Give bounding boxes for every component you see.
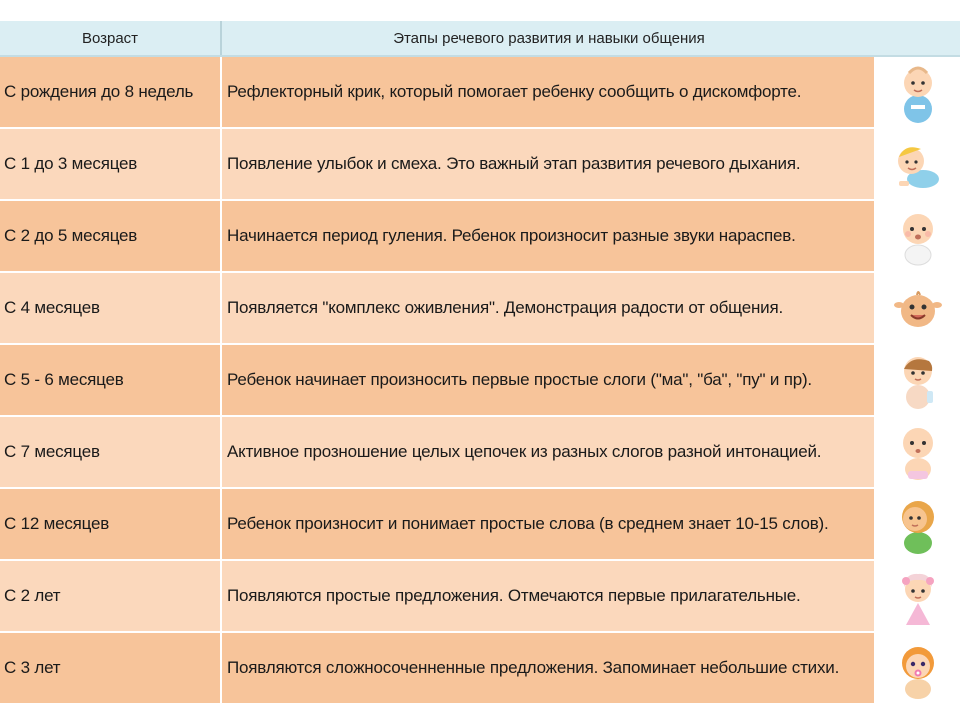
header-image-cell: [876, 21, 960, 55]
age-cell: С 1 до 3 месяцев: [0, 129, 222, 199]
age-cell: С рождения до 8 недель: [0, 57, 222, 127]
image-cell: [876, 273, 960, 343]
table-row: [0, 201, 960, 273]
header-stages: Этапы речевого развития и навыки общения: [393, 29, 705, 47]
stage-description: Рефлекторный крик, который помогает ребенку сообщить о дискомфорте.: [222, 57, 876, 127]
table-header: [0, 21, 960, 57]
age-cell: С 5 - 6 месяцев: [0, 345, 222, 415]
image-cell: [876, 417, 960, 487]
stage-description: Начинается период гуления. Ребенок произносит разные звуки нараспев.: [222, 201, 876, 271]
table-row: [0, 345, 960, 417]
image-cell: [876, 633, 960, 703]
baby-with-green-shirt-icon: [891, 491, 945, 557]
table-row: [0, 561, 960, 633]
image-cell: [876, 345, 960, 415]
age-cell: С 7 месяцев: [0, 417, 222, 487]
age-cell: С 2 до 5 месяцев: [0, 201, 222, 271]
age-cell: С 3 лет: [0, 633, 222, 703]
image-cell: [876, 57, 960, 127]
age-cell: С 4 месяцев: [0, 273, 222, 343]
child-with-pacifier-icon: [891, 635, 945, 701]
table-row: [0, 633, 960, 705]
image-cell: [876, 201, 960, 271]
baby-in-blue-suit-icon: [891, 59, 945, 125]
image-cell: [876, 489, 960, 559]
sitting-baby-icon: [891, 203, 945, 269]
stage-description: Появление улыбок и смеха. Это важный этап развития речевого дыхания.: [222, 129, 876, 199]
waving-baby-icon: [891, 275, 945, 341]
image-cell: [876, 129, 960, 199]
image-cell: [876, 561, 960, 631]
stage-description: Появляются простые предложения. Отмечаются первые прилагательные.: [222, 561, 876, 631]
age-cell: С 2 лет: [0, 561, 222, 631]
table-row: [0, 417, 960, 489]
stage-description: Ребенок начинает произносить первые простые слоги ("ма", "ба", "пу" и пр).: [222, 345, 876, 415]
table-row: [0, 57, 960, 129]
stage-description: Появляется "комплекс оживления". Демонстрация радости от общения.: [222, 273, 876, 343]
stage-description: Появляются сложносоченненные предложения. Запоминает небольшие стихи.: [222, 633, 876, 703]
table-row: [0, 129, 960, 201]
toddler-with-bottle-icon: [891, 347, 945, 413]
table-row: [0, 273, 960, 345]
header-age: Возраст: [0, 21, 222, 55]
speech-development-table: [0, 21, 960, 705]
crawling-baby-icon: [891, 131, 945, 197]
age-cell: С 12 месяцев: [0, 489, 222, 559]
table-row: [0, 489, 960, 561]
baby-in-diaper-icon: [891, 419, 945, 485]
stage-description: Активное прозношение целых цепочек из разных слогов разной интонацией.: [222, 417, 876, 487]
girl-in-pink-dress-icon: [891, 563, 945, 629]
stage-description: Ребенок произносит и понимает простые слова (в среднем знает 10-15 слов).: [222, 489, 876, 559]
